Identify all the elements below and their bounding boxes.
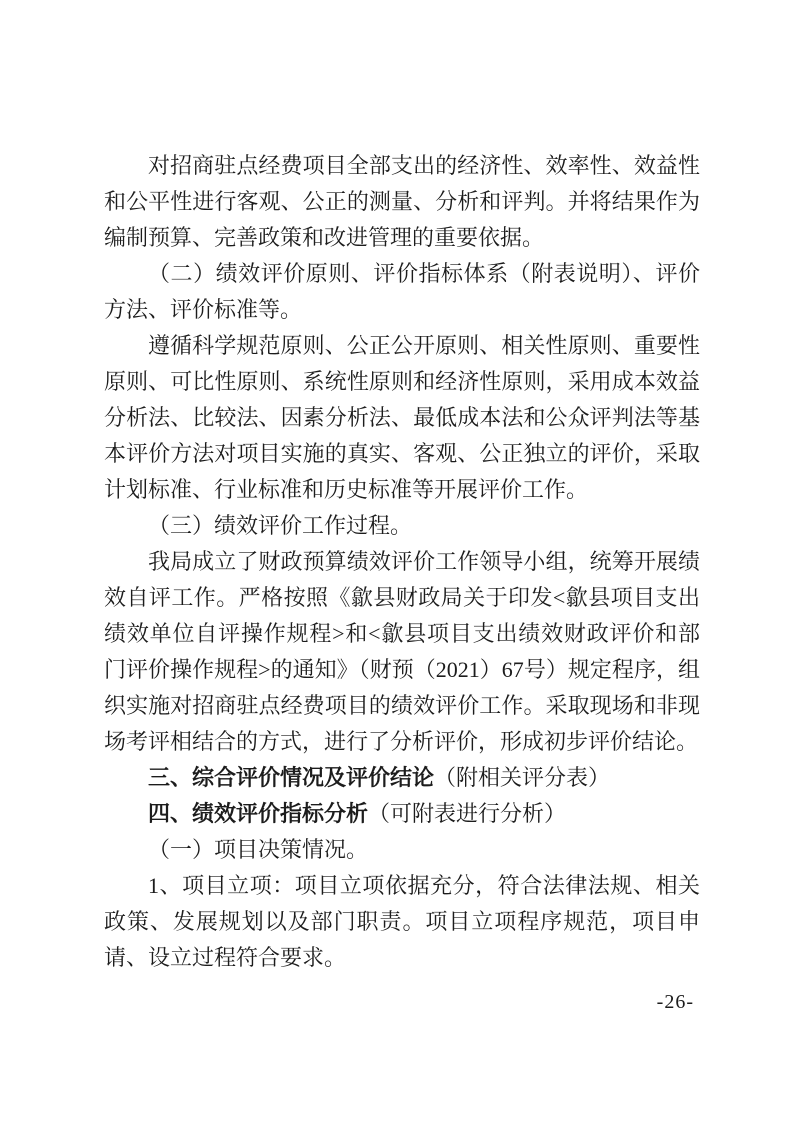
text-segment: （附相关评分表） xyxy=(434,765,611,790)
document-body xyxy=(104,148,700,976)
paragraph xyxy=(104,256,700,328)
text-segment: 遵循科学规范原则、公正公开原则、相关性原则、重要性原则、可比性原则、系统性原则和经济性原则，采用成本效益分析法、比较法、因素分析法、最低成本法和公众评判法等基本评价方法对项目实施的真实、客观、公正独立的评价，采取计划标准、行业标准和历史标准等开展评价工作。 xyxy=(104,333,700,502)
page-number: -26- xyxy=(656,991,694,1013)
section-heading xyxy=(104,796,700,832)
text-segment: （二）绩效评价原则、评价指标体系（附表说明）、评价方法、评价标准等。 xyxy=(104,261,700,322)
paragraph xyxy=(104,508,700,544)
text-segment: （一）项目决策情况。 xyxy=(148,837,369,862)
paragraph xyxy=(104,148,700,256)
text-segment: （可附表进行分析） xyxy=(368,801,567,826)
text-segment: 对招商驻点经费项目全部支出的经济性、效率性、效益性和公平性进行客观、公正的测量、分析和评判。并将结果作为编制预算、完善政策和改进管理的重要依据。 xyxy=(104,153,700,250)
text-segment: 1、项目立项：项目立项依据充分，符合法律法规、相关政策、发展规划以及部门职责。项目立项程序规范，项目申请、设立过程符合要求。 xyxy=(104,873,700,970)
paragraph xyxy=(104,544,700,760)
text-segment: （三）绩效评价工作过程。 xyxy=(148,513,413,538)
paragraph xyxy=(104,832,700,868)
text-segment: 我局成立了财政预算绩效评价工作领导小组，统筹开展绩效自评工作。严格按照《歙县财政局关于印发<歙县项目支出绩效单位自评操作规程>和<歙县项目支出绩效财政评价和部门评价操作规程>的通知》（财预（2021）67号）规定程序，组织实施对招商驻点经费项目的绩效评价工作。采取现场和非现场考评相结合的方式，进行了分析评价，形成初步评价结论。 xyxy=(104,549,700,754)
section-heading xyxy=(104,760,700,796)
paragraph xyxy=(104,328,700,508)
heading-text: 四、绩效评价指标分析 xyxy=(148,801,369,826)
heading-text: 三、综合评价情况及评价结论 xyxy=(148,765,435,790)
paragraph xyxy=(104,868,700,976)
